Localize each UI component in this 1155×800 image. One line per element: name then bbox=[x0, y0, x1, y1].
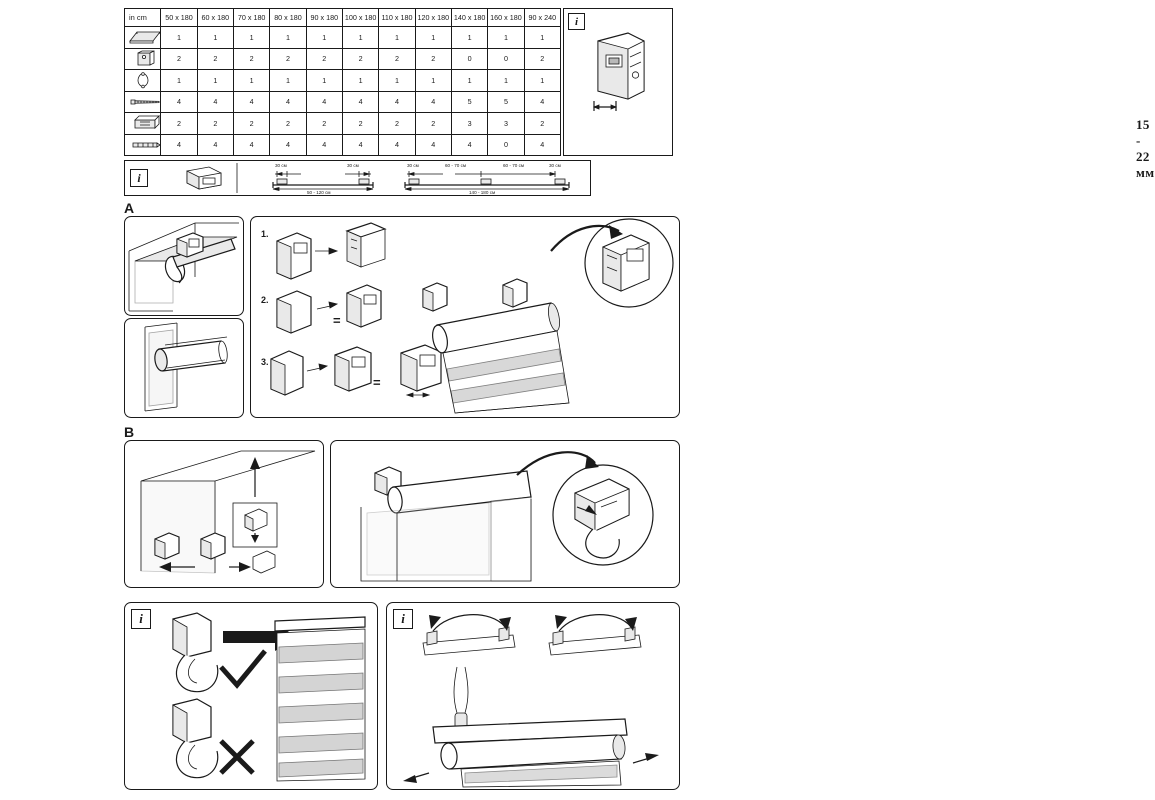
table-row bbox=[125, 134, 561, 156]
cell: 1 bbox=[306, 70, 342, 92]
table-row bbox=[125, 113, 561, 135]
section-b-label: B bbox=[124, 424, 135, 440]
cell: 1 bbox=[415, 27, 451, 49]
chain-icon bbox=[125, 70, 161, 92]
measure-right-top-mid-right: 60 - 70 см bbox=[503, 163, 525, 168]
cell: 2 bbox=[342, 48, 378, 70]
cell: 4 bbox=[306, 134, 342, 156]
info-icon bbox=[393, 609, 413, 629]
table-col-5: 100 x 180 bbox=[342, 9, 378, 27]
equals-sign-1: = bbox=[333, 313, 341, 328]
table-header-row bbox=[125, 9, 561, 27]
cell: 2 bbox=[306, 48, 342, 70]
measure-left-top-right: 30 см bbox=[347, 163, 359, 168]
cell: 2 bbox=[197, 113, 233, 135]
cell: 1 bbox=[161, 70, 197, 92]
cell: 2 bbox=[270, 113, 306, 135]
dowel-icon bbox=[125, 134, 161, 156]
cell: 2 bbox=[379, 48, 415, 70]
cell: 1 bbox=[451, 27, 487, 49]
info-letter: i bbox=[139, 611, 143, 626]
bottom-left-panel bbox=[124, 602, 378, 790]
section-a-photo-top bbox=[124, 216, 244, 316]
info-letter: i bbox=[137, 170, 141, 185]
table-col-4: 90 x 180 bbox=[306, 9, 342, 27]
table-col-6: 110 x 180 bbox=[379, 9, 415, 27]
section-a-label: A bbox=[124, 200, 135, 216]
cell: 1 bbox=[524, 27, 560, 49]
cell: 2 bbox=[233, 48, 269, 70]
table-row bbox=[125, 70, 561, 92]
cell: 2 bbox=[197, 48, 233, 70]
table-col-2: 70 x 180 bbox=[233, 9, 269, 27]
cell: 1 bbox=[379, 27, 415, 49]
cell: 4 bbox=[379, 91, 415, 113]
cell: 1 bbox=[415, 70, 451, 92]
measure-left-top-left: 30 см bbox=[275, 163, 287, 168]
cell: 1 bbox=[161, 27, 197, 49]
cell: 4 bbox=[161, 91, 197, 113]
cell: 4 bbox=[306, 91, 342, 113]
info-icon bbox=[131, 609, 151, 629]
equals-sign-2: = bbox=[373, 375, 381, 390]
cell: 1 bbox=[270, 27, 306, 49]
cell: 4 bbox=[524, 91, 560, 113]
cell: 4 bbox=[451, 134, 487, 156]
cell: 1 bbox=[342, 27, 378, 49]
cell: 2 bbox=[342, 113, 378, 135]
cell: 4 bbox=[415, 134, 451, 156]
cell: 1 bbox=[233, 27, 269, 49]
table-col-1: 60 x 180 bbox=[197, 9, 233, 27]
cell: 5 bbox=[488, 91, 524, 113]
cell: 2 bbox=[379, 113, 415, 135]
cell: 4 bbox=[342, 134, 378, 156]
section-b-right-panel bbox=[330, 440, 680, 588]
cell: 0 bbox=[451, 48, 487, 70]
cell: 1 bbox=[233, 70, 269, 92]
parts-table bbox=[124, 8, 561, 156]
measuring-strip-panel bbox=[124, 160, 591, 196]
table-row bbox=[125, 27, 561, 49]
bracket-depth-label: 15 - 22 мм bbox=[1136, 117, 1155, 180]
cell: 1 bbox=[524, 70, 560, 92]
cell: 4 bbox=[379, 134, 415, 156]
step-number-1: 1. bbox=[261, 229, 269, 239]
measure-right-top-left: 30 см bbox=[407, 163, 419, 168]
cell: 2 bbox=[524, 48, 560, 70]
measure-right-top-mid-left: 60 - 70 см bbox=[445, 163, 467, 168]
cell: 5 bbox=[451, 91, 487, 113]
cell: 2 bbox=[270, 48, 306, 70]
cell: 3 bbox=[451, 113, 487, 135]
cell: 4 bbox=[270, 91, 306, 113]
step-number-2: 2. bbox=[261, 295, 269, 305]
cell: 1 bbox=[488, 70, 524, 92]
cell: 1 bbox=[197, 27, 233, 49]
table-row bbox=[125, 48, 561, 70]
cell: 1 bbox=[379, 70, 415, 92]
table-row bbox=[125, 91, 561, 113]
cell: 4 bbox=[270, 134, 306, 156]
table-col-0: 50 x 180 bbox=[161, 9, 197, 27]
cell: 2 bbox=[415, 113, 451, 135]
cell: 2 bbox=[415, 48, 451, 70]
cell: 0 bbox=[488, 134, 524, 156]
cell: 1 bbox=[488, 27, 524, 49]
table-col-9: 160 x 180 bbox=[488, 9, 524, 27]
table-col-3: 80 x 180 bbox=[270, 9, 306, 27]
cell: 2 bbox=[524, 113, 560, 135]
info-letter: i bbox=[401, 611, 405, 626]
cell: 2 bbox=[161, 113, 197, 135]
measure-right-bottom: 140 - 180 см bbox=[469, 190, 496, 195]
cell: 4 bbox=[415, 91, 451, 113]
cell: 1 bbox=[306, 27, 342, 49]
cell: 1 bbox=[197, 70, 233, 92]
section-a-steps-panel bbox=[250, 216, 680, 418]
cell: 2 bbox=[306, 113, 342, 135]
info-letter: i bbox=[574, 15, 579, 28]
measure-right-top-right: 30 см bbox=[549, 163, 561, 168]
cell: 4 bbox=[342, 91, 378, 113]
cell: 4 bbox=[161, 134, 197, 156]
anchor-clip-icon bbox=[125, 113, 161, 135]
step-number-3: 3. bbox=[261, 357, 269, 367]
section-a-photo-bottom bbox=[124, 318, 244, 418]
table-col-7: 120 x 180 bbox=[415, 9, 451, 27]
measure-left-bottom: 50 - 120 см bbox=[307, 190, 331, 195]
cell: 1 bbox=[451, 70, 487, 92]
cell: 0 bbox=[488, 48, 524, 70]
cell: 4 bbox=[197, 91, 233, 113]
cell: 2 bbox=[233, 113, 269, 135]
cell: 4 bbox=[197, 134, 233, 156]
profile-rail-icon bbox=[125, 27, 161, 49]
cell: 2 bbox=[161, 48, 197, 70]
bracket-depth-info-panel bbox=[563, 8, 1155, 180]
bottom-right-panel bbox=[386, 602, 680, 790]
cell: 4 bbox=[233, 91, 269, 113]
section-b-left-panel bbox=[124, 440, 324, 588]
table-col-8: 140 x 180 bbox=[451, 9, 487, 27]
cell: 4 bbox=[524, 134, 560, 156]
cell: 1 bbox=[270, 70, 306, 92]
screw-icon bbox=[125, 91, 161, 113]
cell: 4 bbox=[233, 134, 269, 156]
bracket-icon bbox=[125, 48, 161, 70]
table-header-unit: in cm bbox=[125, 9, 161, 27]
cell: 1 bbox=[342, 70, 378, 92]
cell: 3 bbox=[488, 113, 524, 135]
table-col-10: 90 x 240 bbox=[524, 9, 560, 27]
